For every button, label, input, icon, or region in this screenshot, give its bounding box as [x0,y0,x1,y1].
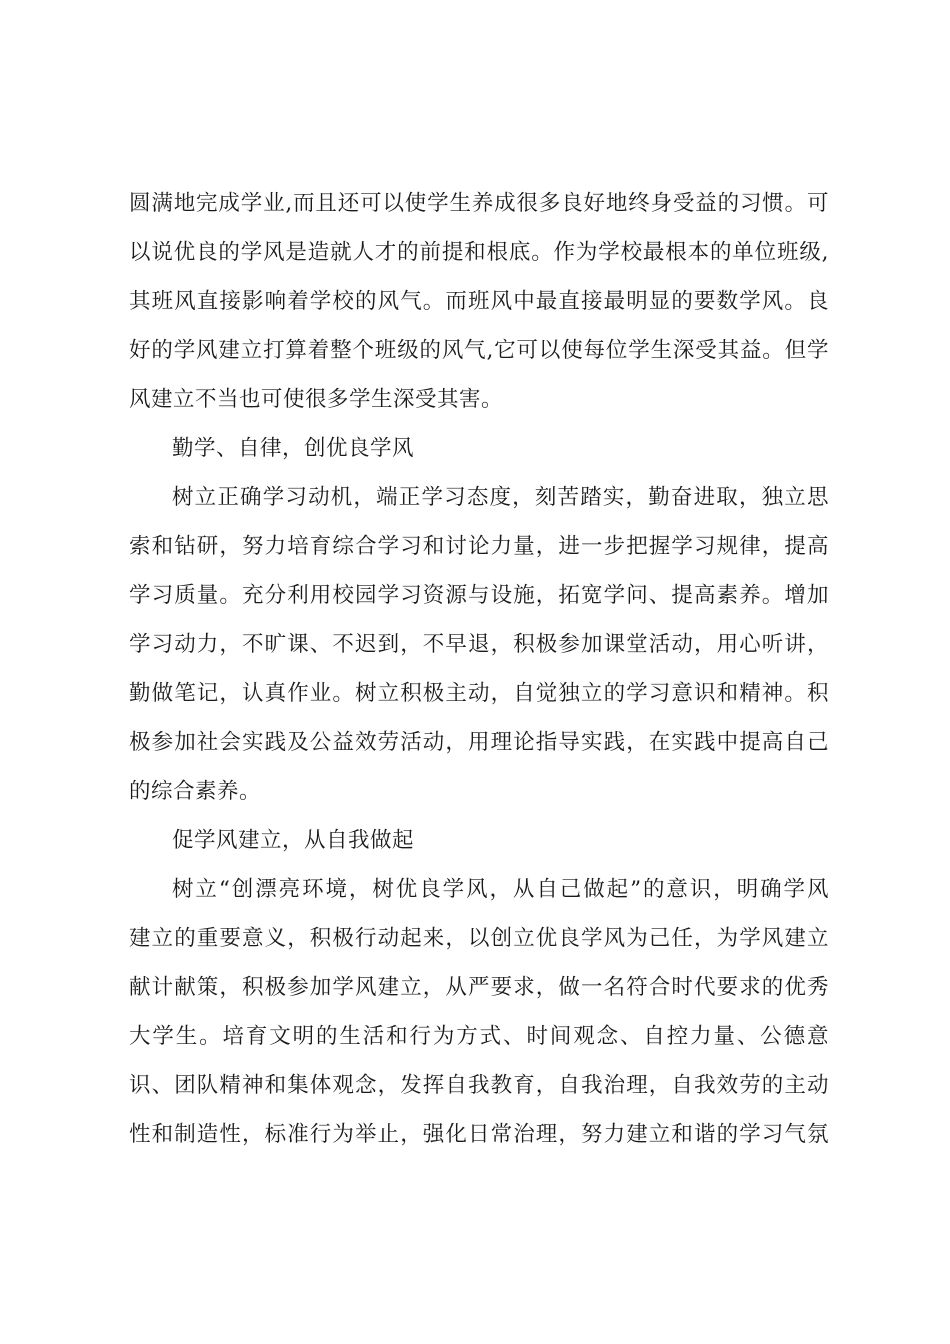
paragraph-self-awareness [129,870,829,1164]
paragraph-line: 性和制造性，标准行为举止，强化日常治理，努力建立和谐的学习气氛 [129,1122,829,1147]
paragraph-line: 学习动力，不旷课、不迟到，不早退，积极参加课堂活动，用心听讲， [129,632,829,657]
paragraph-line: 极参加社会实践及公益效劳活动，用理论指导实践，在实践中提高自己 [129,730,829,755]
paragraph-line: 勤做笔记，认真作业。树立积极主动，自觉独立的学习意识和精神。积 [129,681,829,706]
paragraph-line: 好的学风建立打算着整个班级的风气,它可以使每位学生深受其益。但学 [129,338,829,363]
section-heading-diligence: 勤学、自律，创优良学风 [172,436,415,461]
paragraph-line: 识、团队精神和集体观念，发挥自我教育，自我治理，自我效劳的主动 [129,1073,829,1098]
paragraph-line: 树立“创漂亮环境，树优良学风，从自己做起”的意识，明确学风 [172,877,829,902]
paragraph-line: 大学生。培育文明的生活和行为方式、时间观念、自控力量、公德意 [129,1024,829,1049]
paragraph-line: 建立的重要意义，积极行动起来，以创立优良学风为己任，为学风建立 [129,926,829,951]
paragraph-line: 其班风直接影响着学校的风气。而班风中最直接最明显的要数学风。良 [129,289,829,314]
paragraph-line: 的综合素养。 [129,779,262,804]
paragraph-continued-intro [129,184,829,429]
paragraph-line: 献计献策，积极参加学风建立，从严要求，做一名符合时代要求的优秀 [129,975,829,1000]
paragraph-line: 以说优良的学风是造就人才的前提和根底。作为学校最根本的单位班级, [129,240,829,265]
paragraph-line: 风建立不当也可使很多学生深受其害。 [129,387,504,412]
paragraph-study-motivation [129,478,829,821]
paragraph-line: 学习质量。充分利用校园学习资源与设施，拓宽学问、提高素养。增加 [129,583,829,608]
section-heading-self-start: 促学风建立，从自我做起 [172,828,415,853]
paragraph-line: 树立正确学习动机，端正学习态度，刻苦踏实，勤奋进取，独立思 [172,485,829,510]
paragraph-line: 索和钻研，努力培育综合学习和讨论力量，进一步把握学习规律，提高 [129,534,829,559]
paragraph-line: 圆满地完成学业,而且还可以使学生养成很多良好地终身受益的习惯。可 [129,191,829,216]
document-body [129,184,829,1164]
